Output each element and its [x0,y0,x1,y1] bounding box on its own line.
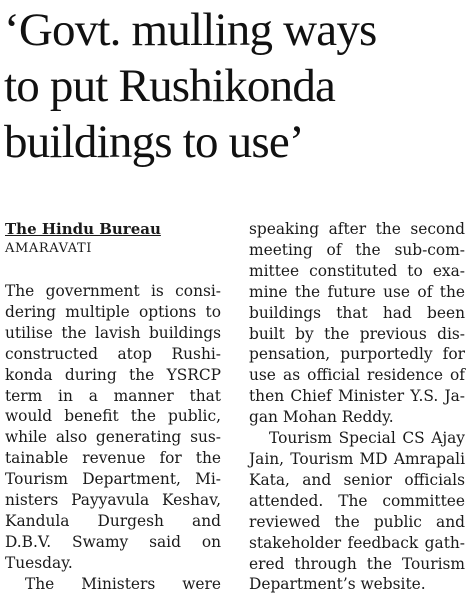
text-line: then Chief Minister Y.S. Ja- [249,387,465,406]
text-line: stakeholder feedback gath- [249,533,465,552]
byline: The Hindu Bureau [5,220,161,238]
article-paragraph [249,428,465,595]
text-line: Tuesday. [5,553,73,572]
text-line: The government is consi- [5,282,221,300]
article-paragraph [5,574,221,595]
text-line: constructed atop Rushi- [5,344,221,363]
headline-line: ‘Govt. mulling ways [4,4,377,56]
headline-line: to put Rushikonda [4,60,336,112]
text-line: pensation, purportedly for [249,345,465,364]
text-line: mittee constituted to exa- [249,261,465,280]
text-line: while also generating sus- [5,428,221,447]
headline [4,2,468,170]
article-column-right [249,219,465,595]
article-paragraph [5,281,221,574]
text-line: Kata, and senior officials [249,470,465,489]
text-line: utilise the lavish buildings [5,323,221,342]
dateline: AMARAVATI [5,241,93,256]
article-column-left [5,219,221,595]
text-line: tainable revenue for the [5,449,221,468]
text-line: buildings that had been [249,303,465,322]
text-line: ered through the Tourism [249,554,465,573]
text-line: would benefit the public, [5,407,221,426]
text-line: use as official residence of [249,366,465,385]
article-paragraph [249,219,465,428]
headline-line: buildings to use’ [4,116,304,168]
text-line: gan Mohan Reddy. [249,408,394,427]
text-line: mine the future use of the [249,282,465,301]
text-line: Jain, Tourism MD Amrapali [249,449,465,468]
text-line: term in a manner that [5,386,221,405]
text-line: Tourism Special CS Ajay [269,429,465,448]
text-line: meeting of the sub-com- [249,240,465,259]
text-line: Kandula Durgesh and [5,511,221,530]
text-line: reviewed the public and [249,512,465,531]
text-line: D.B.V. Swamy said on [5,532,221,551]
text-line: built by the previous dis- [249,324,465,343]
text-line: nisters Payyavula Keshav, [5,491,221,510]
text-line: speaking after the second [249,220,465,238]
text-line: Tourism Department, Mi- [5,470,221,489]
text-line: Department’s website. [249,575,426,594]
text-line: attended. The committee [249,491,465,510]
text-line: dering multiple options to [5,302,221,321]
text-line: The Ministers were [25,574,221,593]
text-line: konda during the YSRCP [5,365,221,384]
